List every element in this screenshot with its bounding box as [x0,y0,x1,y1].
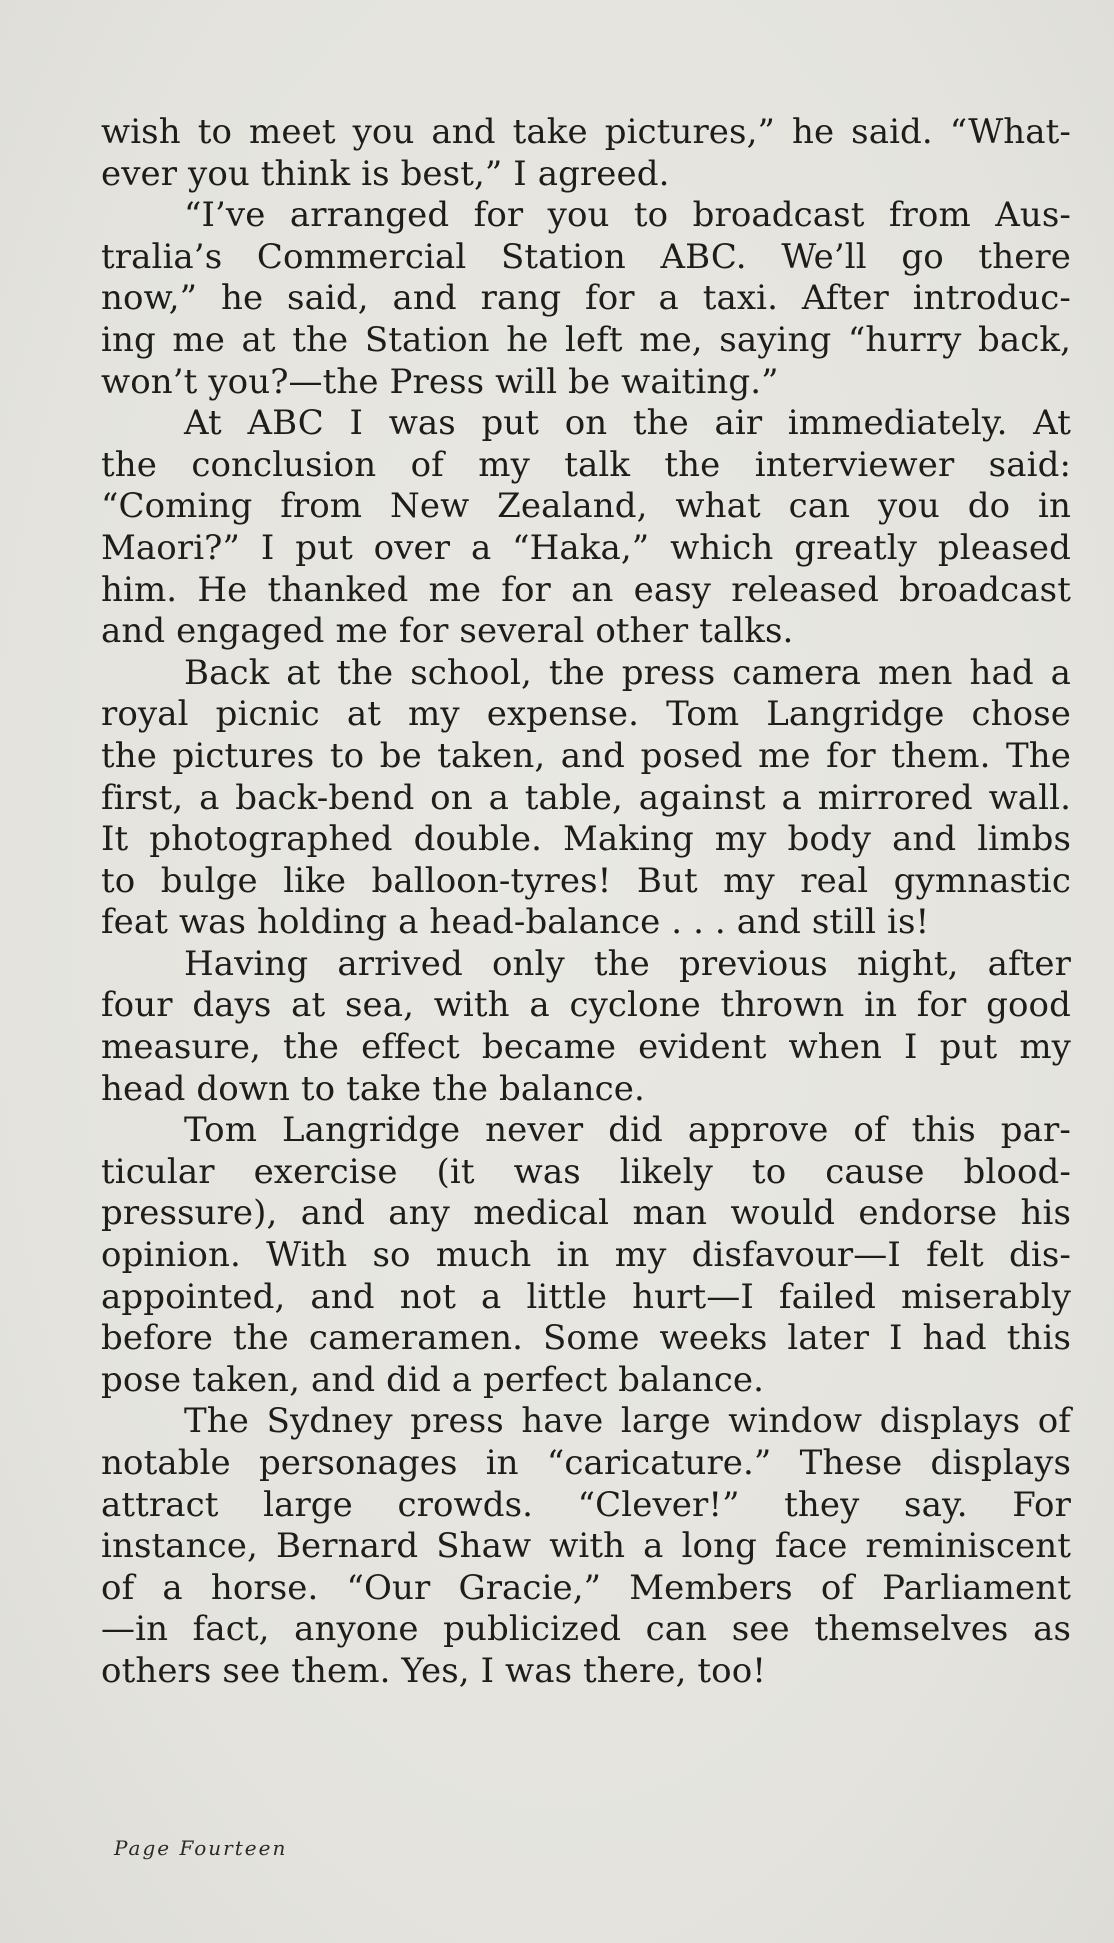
text-line: him. He thanked me for an easy released broadcast [101,569,1071,610]
text-line: ever you think is best,” I agreed. [101,153,670,194]
text-line: ing me at the Station he left me, saying “hurry back, [101,319,1071,360]
text-line: four days at sea, with a cyclone thrown in for good [101,985,1071,1026]
text-line: It photographed double. Making my body and limbs [101,819,1071,860]
text-line: instance, Bernard Shaw with a long face reminiscent [101,1526,1071,1567]
text-line: tralia’s Commercial Station ABC. We’ll go there [101,236,1071,277]
text-line: first, a back-bend on a table, against a mirrored wall. [101,777,1071,818]
text-line: opinion. With so much in my disfavour—I felt dis- [101,1235,1071,1276]
text-line: wish to meet you and take pictures,” he said. “What- [101,112,1071,152]
text-line: head down to take the balance. [101,1068,645,1109]
text-line: the conclusion of my talk the interviewer said: [101,444,1071,485]
paragraph-first-line: Tom Langridge never did approve of this par- [184,1110,1071,1151]
text-line: of a horse. “Our Gracie,” Members of Parliament [101,1567,1071,1608]
text-line: measure, the effect became evident when I put my [101,1027,1071,1068]
text-line: others see them. Yes, I was there, too! [101,1650,767,1691]
page-number: Page Fourteen [114,1836,288,1860]
paragraph-first-line: “I’ve arranged for you to broadcast from Aus- [184,195,1071,236]
text-line: the pictures to be taken, and posed me for them. The [101,735,1071,776]
text-line: feat was holding a head-balance . . . and still is! [101,902,930,943]
paragraph-first-line: Having arrived only the previous night, after [184,943,1071,984]
paragraph-first-line: Back at the school, the press camera men had a [184,652,1071,693]
text-line: —in fact, anyone publicized can see themselves as [101,1609,1071,1650]
paragraph-first-line: At ABC I was put on the air immediately. At [184,403,1071,444]
text-line: and engaged me for several other talks. [101,611,794,652]
text-line: pose taken, and did a perfect balance. [101,1359,765,1400]
text-line: to bulge like balloon-tyres! But my real gymnastic [101,860,1071,901]
paragraph-first-line: The Sydney press have large window displays of [184,1401,1071,1442]
text-line: pressure), and any medical man would endorse his [101,1193,1071,1234]
text-line: won’t you?—the Press will be waiting.” [101,361,779,402]
body-text [101,112,1071,1693]
text-line: now,” he said, and rang for a taxi. After introduc- [101,278,1071,319]
text-line: ticular exercise (it was likely to cause blood- [101,1151,1071,1192]
text-line: Maori?” I put over a “Haka,” which greatly pleased [101,527,1071,568]
text-line: before the cameramen. Some weeks later I had this [101,1318,1071,1359]
text-line: appointed, and not a little hurt—I failed miserably [101,1276,1071,1317]
text-line: “Coming from New Zealand, what can you do in [101,486,1071,527]
text-line: royal picnic at my expense. Tom Langridge chose [101,694,1071,735]
text-line: notable personages in “caricature.” These displays [101,1443,1071,1483]
text-line: attract large crowds. “Clever!” they say. For [101,1484,1071,1525]
